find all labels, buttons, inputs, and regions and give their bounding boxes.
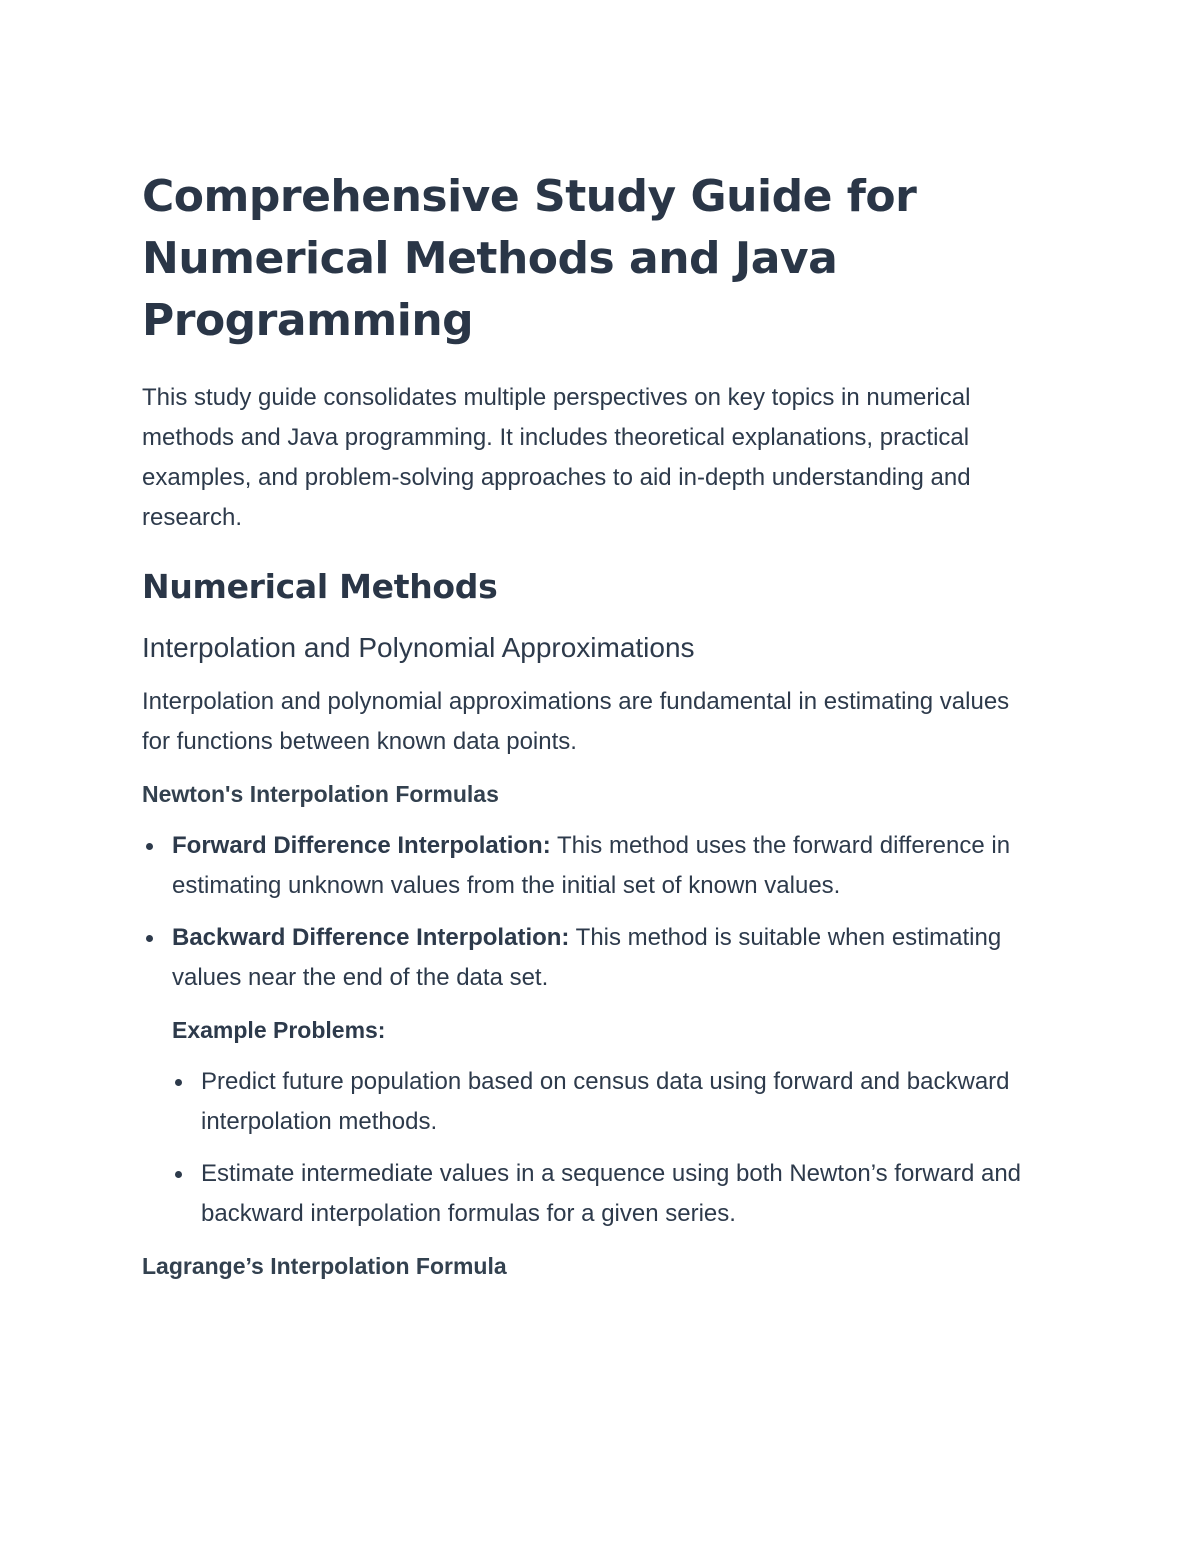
newton-methods-list	[142, 826, 1040, 1234]
example-problems-label: Example Problems:	[172, 1017, 386, 1043]
bullet-icon	[146, 935, 153, 942]
section-heading-numerical-methods: Numerical Methods	[142, 567, 498, 606]
example-problems-list	[172, 1062, 1040, 1234]
subsection-heading-interpolation: Interpolation and Polynomial Approximations	[142, 632, 695, 663]
document-title: Comprehensive Study Guide for Numerical Methods and Java Programming	[142, 171, 917, 346]
bullet-icon	[175, 1171, 182, 1178]
list-item-term: Backward Difference Interpolation:	[172, 924, 570, 951]
bullet-icon	[146, 843, 153, 850]
list-item-term: Forward Difference Interpolation:	[172, 832, 551, 859]
newton-formulas-heading: Newton's Interpolation Formulas	[142, 781, 499, 807]
example-text: Estimate intermediate values in a sequence using both Newton’s forward and backward interpolation formulas for a given series.	[201, 1160, 1022, 1227]
interpolation-paragraph: Interpolation and polynomial approximations are fundamental in estimating values for functions between known data points.	[142, 688, 1010, 755]
intro-paragraph: This study guide consolidates multiple perspectives on key topics in numerical methods and Java programming. It includes theoretical explanations, practical examples, and problem-solving approaches to aid in-depth understanding and research.	[142, 384, 971, 531]
list-item-text: This method uses the forward difference in estimating unknown values from the initial set of known values.	[172, 832, 1011, 899]
list-item	[172, 826, 1040, 906]
lagrange-formula-heading: Lagrange’s Interpolation Formula	[142, 1253, 507, 1279]
list-item-text: This method is suitable when estimating values near the end of the data set.	[172, 924, 1002, 991]
list-item	[201, 1154, 1040, 1234]
list-item	[172, 918, 1040, 1234]
list-item	[201, 1062, 1040, 1142]
bullet-icon	[175, 1079, 182, 1086]
example-text: Predict future population based on census data using forward and backward interpolation methods.	[201, 1068, 1010, 1135]
